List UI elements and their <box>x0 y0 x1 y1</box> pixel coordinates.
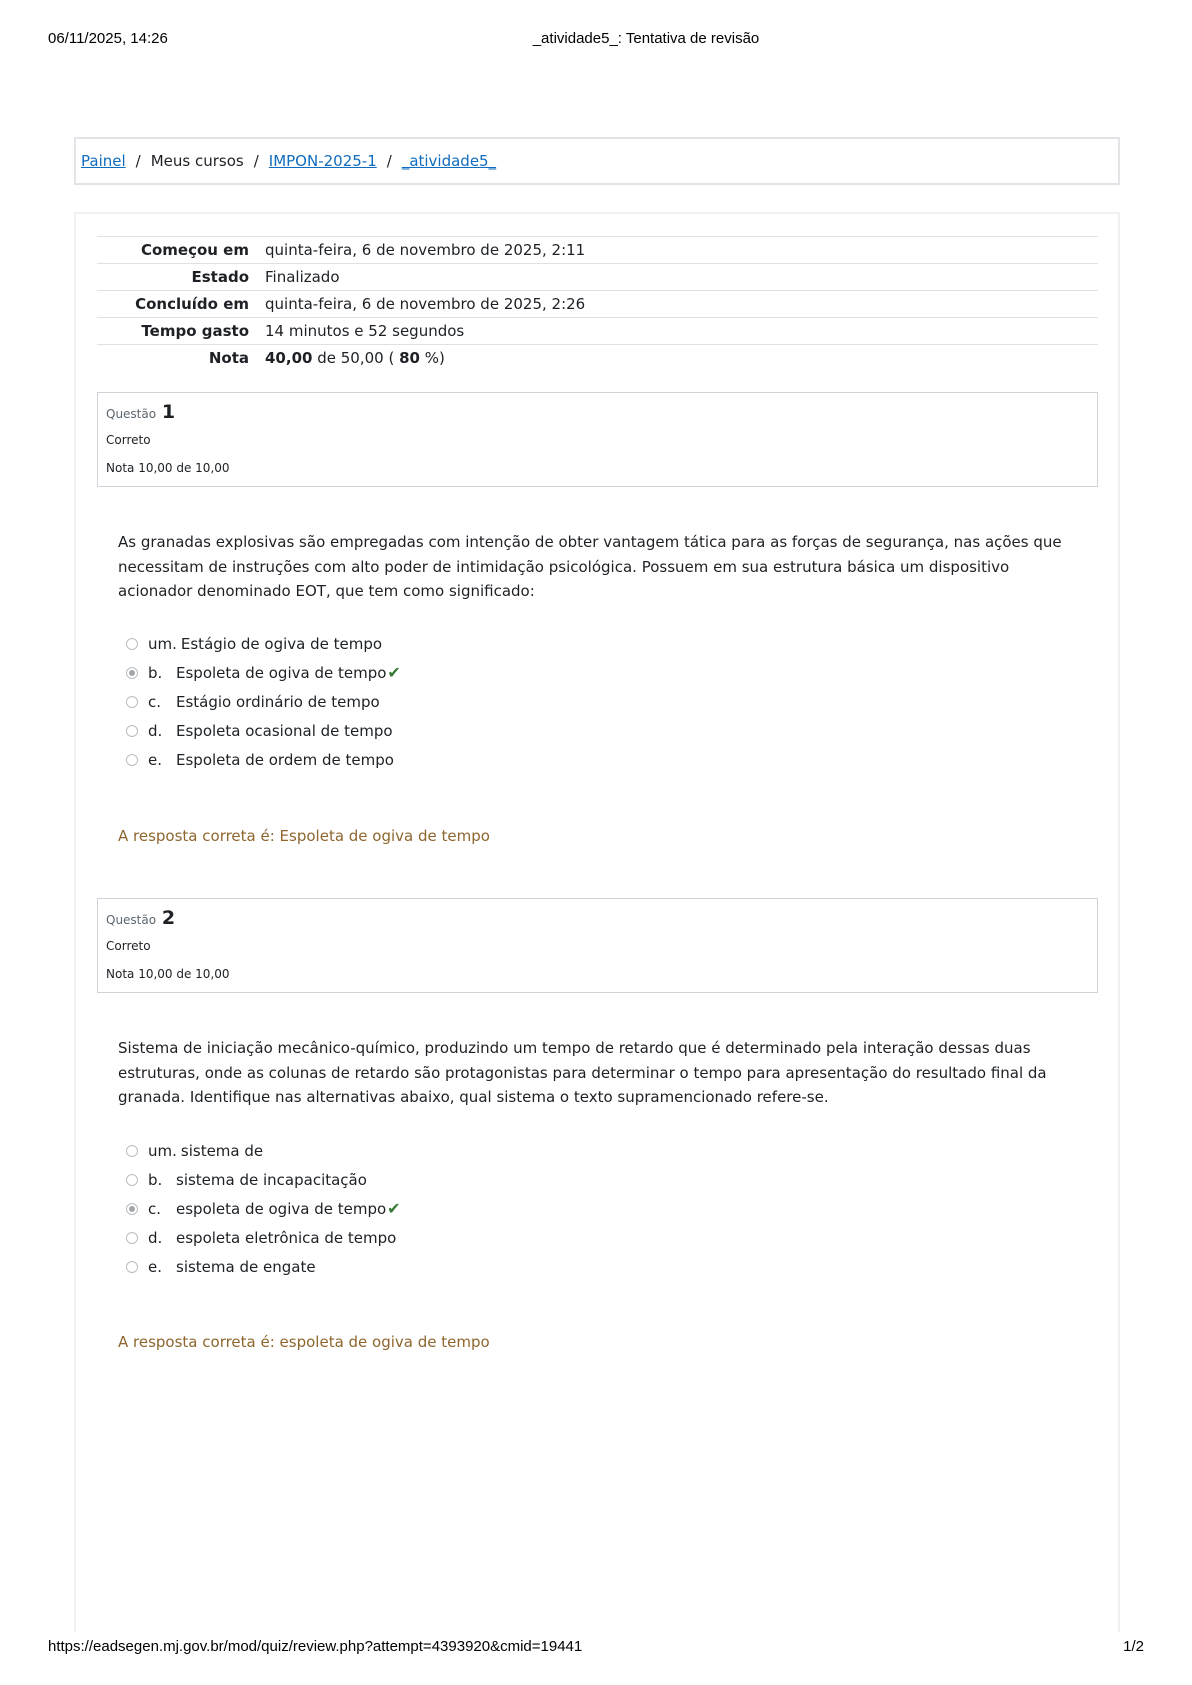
radio-button[interactable] <box>126 638 138 650</box>
print-footer-url: https://eadsegen.mj.gov.br/mod/quiz/review.php?attempt=4393920&cmid=19441 <box>48 1638 583 1655</box>
summary-value: quinta-feira, 6 de novembro de 2025, 2:11 <box>265 241 586 259</box>
answer-text: sistema de incapacitação <box>176 1170 367 1189</box>
answer-letter: b. <box>148 1170 163 1189</box>
answer-text: Estágio de ogiva de tempo <box>180 634 383 653</box>
grade-score: 40,00 <box>265 349 313 367</box>
breadcrumb-painel-link[interactable]: Painel <box>81 152 126 170</box>
question-state: Correto <box>106 939 151 953</box>
grade-value <box>265 345 1098 372</box>
check-icon: ✔ <box>387 1199 401 1218</box>
breadcrumb-activity-link[interactable]: _atividade5_ <box>401 152 497 170</box>
answer-option[interactable] <box>126 1252 401 1281</box>
answer-text: espoleta eletrônica de tempo <box>176 1228 397 1247</box>
radio-button-checked[interactable] <box>126 1203 138 1215</box>
answer-text: sistema de <box>180 1141 264 1160</box>
answer-letter: um. <box>148 1141 177 1160</box>
radio-button[interactable] <box>126 1174 138 1186</box>
question-1-answers <box>126 629 401 774</box>
summary-row <box>97 318 1098 345</box>
question-number-value: 1 <box>161 401 176 423</box>
radio-button[interactable] <box>126 696 138 708</box>
question-mark: Nota 10,00 de 10,00 <box>106 461 230 475</box>
grade-of-text: de 50,00 ( <box>317 349 395 367</box>
answer-letter: d. <box>148 721 163 740</box>
radio-button[interactable] <box>126 725 138 737</box>
check-icon: ✔ <box>387 663 401 682</box>
print-header-title: _atividade5_: Tentativa de revisão <box>532 30 760 47</box>
answer-option[interactable] <box>126 745 401 774</box>
answer-letter: e. <box>148 1257 162 1276</box>
radio-button[interactable] <box>126 1145 138 1157</box>
question-2-info <box>97 898 1098 993</box>
answer-letter: um. <box>148 634 177 653</box>
answer-option[interactable] <box>126 1136 401 1165</box>
attempt-summary-table <box>97 236 1098 371</box>
grade-percent: 80 <box>399 349 420 367</box>
grade-percent-suffix: %) <box>424 349 445 367</box>
answer-option[interactable] <box>126 1165 401 1194</box>
answer-option[interactable] <box>126 687 401 716</box>
summary-value: Finalizado <box>265 268 340 286</box>
question-number <box>106 401 175 423</box>
answer-text: Espoleta de ogiva de tempo <box>176 663 387 682</box>
answer-letter: d. <box>148 1228 163 1247</box>
answer-text: Espoleta de ordem de tempo <box>176 750 394 769</box>
answer-option[interactable] <box>126 658 401 687</box>
breadcrumb <box>74 137 1120 185</box>
breadcrumb-separator: / <box>135 152 141 170</box>
breadcrumb-separator: / <box>253 152 259 170</box>
answer-text: sistema de engate <box>176 1257 316 1276</box>
question-label: Questão <box>106 913 157 927</box>
summary-value: 14 minutos e 52 segundos <box>265 322 465 340</box>
answer-option[interactable] <box>126 629 401 658</box>
question-number <box>106 907 175 929</box>
summary-value: quinta-feira, 6 de novembro de 2025, 2:26 <box>265 295 586 313</box>
answer-option[interactable] <box>126 1223 401 1252</box>
summary-row-grade <box>97 345 1098 372</box>
question-1-feedback: A resposta correta é: Espoleta de ogiva de tempo <box>118 827 490 845</box>
answer-letter: b. <box>148 663 163 682</box>
answer-option[interactable] <box>126 1194 401 1223</box>
answer-text: espoleta de ogiva de tempo <box>176 1199 387 1218</box>
answer-text: Espoleta ocasional de tempo <box>176 721 393 740</box>
question-2-text: Sistema de iniciação mecânico-químico, produzindo um tempo de retardo que é determinado pela interação dessas duas estruturas, onde as colunas de retardo são protagonistas para determinar o tempo para apresentação do resultado final da granada. Identifique nas alternativas abaixo, qual sistema o texto supramencionado refere-se. <box>118 1039 1047 1106</box>
summary-label: Começou em <box>140 241 249 259</box>
question-mark: Nota 10,00 de 10,00 <box>106 967 230 981</box>
breadcrumb-course-link[interactable]: IMPON-2025-1 <box>268 152 377 170</box>
summary-label: Tempo gasto <box>141 322 249 340</box>
summary-row <box>97 264 1098 291</box>
question-2-feedback: A resposta correta é: espoleta de ogiva de tempo <box>118 1333 490 1351</box>
answer-letter: e. <box>148 750 162 769</box>
question-1-info <box>97 392 1098 487</box>
breadcrumb-separator: / <box>386 152 392 170</box>
print-header-datetime: 06/11/2025, 14:26 <box>48 30 168 47</box>
radio-button[interactable] <box>126 754 138 766</box>
question-1-text: As granadas explosivas são empregadas com intenção de obter vantagem tática para as forças de segurança, nas ações que necessitam de instruções com alto poder de intimidação psicológica. Possuem em sua estrutura básica um dispositivo acionador denominado EOT, que tem como significado: <box>118 533 1062 600</box>
summary-row <box>97 291 1098 318</box>
radio-button[interactable] <box>126 1232 138 1244</box>
answer-text: Estágio ordinário de tempo <box>176 692 380 711</box>
radio-button[interactable] <box>126 1261 138 1273</box>
radio-button-checked[interactable] <box>126 667 138 679</box>
question-2-answers <box>126 1136 401 1281</box>
question-label: Questão <box>106 407 157 421</box>
summary-row <box>97 237 1098 264</box>
breadcrumb-meus-cursos: Meus cursos <box>150 152 244 170</box>
answer-letter: c. <box>148 692 162 711</box>
question-number-value: 2 <box>161 907 176 929</box>
question-state: Correto <box>106 433 151 447</box>
print-footer-page: 1/2 <box>1123 1638 1144 1655</box>
summary-label: Concluído em <box>135 295 249 313</box>
answer-letter: c. <box>148 1199 162 1218</box>
grade-label: Nota <box>208 349 249 367</box>
summary-label: Estado <box>191 268 249 286</box>
answer-option[interactable] <box>126 716 401 745</box>
